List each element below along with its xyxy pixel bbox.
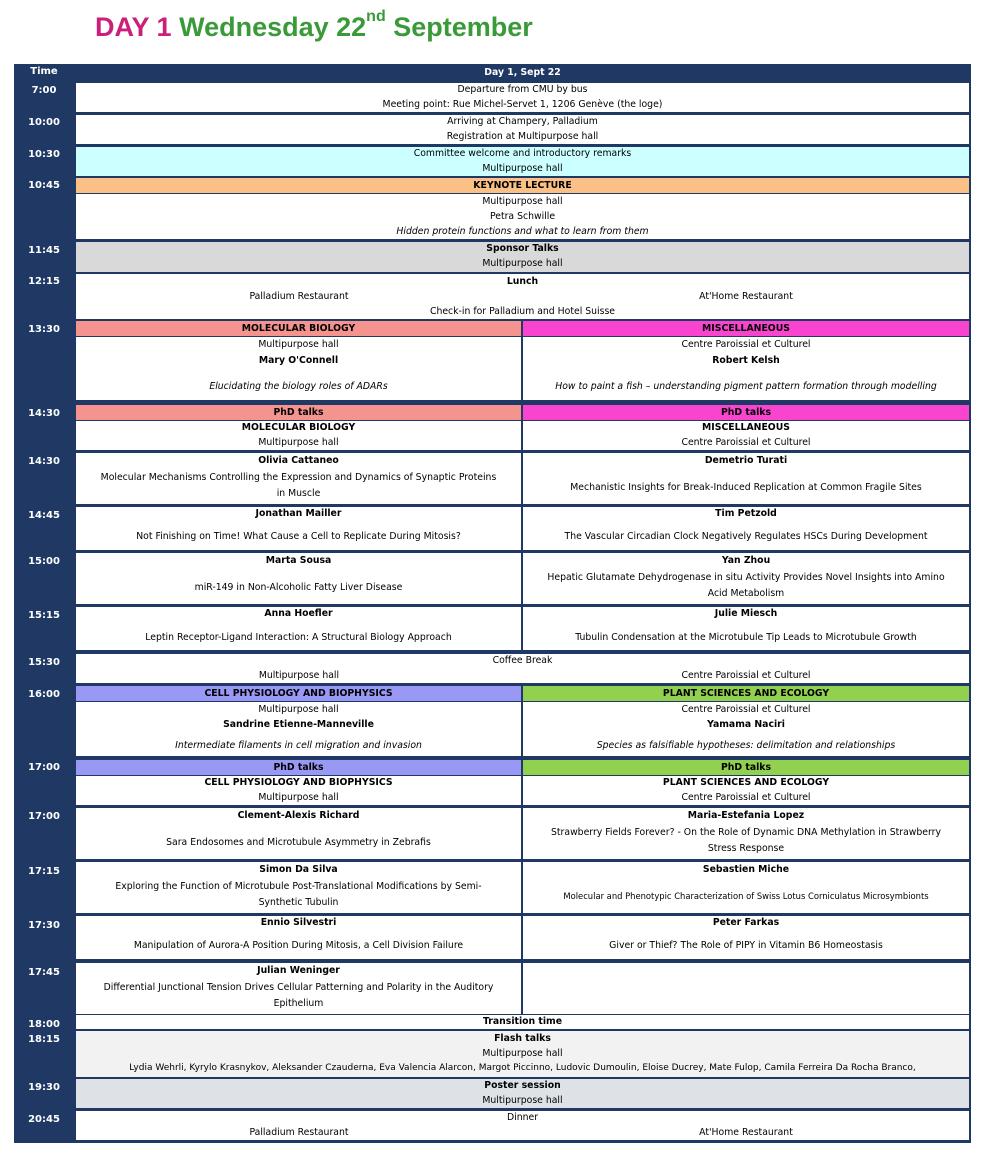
speaker-name: Olivia Cattaneo — [258, 455, 339, 466]
phd-track-plant — [523, 776, 969, 805]
session-venue: Multipurpose hall — [258, 436, 339, 448]
session-title: Transition time — [482, 1016, 562, 1027]
page-title — [95, 8, 533, 43]
talk-slot — [76, 453, 521, 504]
session-poster — [76, 1079, 969, 1108]
session-arrival — [76, 115, 969, 144]
talk-title: Sara Endosomes and Microtubule Asymmetry in Zebrafis — [166, 837, 431, 848]
talk-slot — [523, 453, 969, 504]
time-slot: 20:45 — [28, 1114, 60, 1125]
talk-slot-empty — [523, 963, 969, 1014]
talk-title: Leptin Receptor-Ligand Interaction: A Structural Biology Approach — [145, 632, 452, 643]
phd-header-plant: PhD talks — [523, 760, 969, 775]
talk-slot — [523, 808, 969, 859]
talk-slot — [76, 862, 521, 913]
talk-slot — [76, 808, 521, 859]
phd-header-misc: PhD talks — [523, 405, 969, 420]
session-title: Dinner — [506, 1112, 539, 1123]
talk-title: Molecular and Phenotypic Characterization of Swiss Lotus Corniculatus Microsymbionts — [563, 891, 929, 901]
session-detail: Meeting point: Rue Michel-Servet 1, 1206 Genève (the loge) — [382, 98, 663, 110]
session-title: Committee welcome and introductory remarks — [413, 148, 632, 159]
session-venue: Centre Paroissial et Culturel — [681, 791, 811, 803]
day-label: DAY 1 — [95, 12, 172, 42]
time-slot: 17:30 — [28, 920, 60, 931]
time-slot: 17:00 — [28, 811, 60, 822]
session-misc-keynote — [523, 337, 969, 400]
lunch-venues — [76, 289, 969, 304]
session-molbio-keynote — [76, 337, 521, 400]
speaker-name: Maria-Estefania Lopez — [687, 810, 805, 821]
talk-title: How to paint a fish – understanding pigment pattern formation through modelling — [555, 381, 937, 392]
talk-title: Hepatic Glutamate Dehydrogenase in situ Activity Provides Novel Insights into Amino — [547, 571, 945, 583]
session-venue: Multipurpose hall — [258, 339, 339, 350]
talk-title-cont: Acid Metabolism — [707, 588, 785, 599]
session-title: Departure from CMU by bus — [457, 84, 588, 95]
talk-title-cont: Synthetic Tubulin — [258, 897, 339, 908]
date-suffix: nd — [366, 8, 386, 25]
talk-slot — [76, 963, 521, 1014]
date-month: September — [393, 12, 533, 42]
session-flash — [76, 1031, 969, 1077]
talk-title-cont: in Muscle — [276, 488, 321, 499]
time-slot: 12:15 — [28, 276, 60, 287]
session-venue: Centre Paroissial et Culturel — [681, 339, 811, 350]
talk-slot — [76, 916, 521, 959]
track-name: CELL PHYSIOLOGY AND BIOPHYSICS — [204, 777, 393, 788]
speaker-name: Anna Hoefler — [264, 608, 333, 619]
time-slot: 7:00 — [31, 85, 57, 96]
talk-title: Species as falsifiable hypotheses: delimitation and relationships — [596, 740, 896, 751]
talk-title: Mechanistic Insights for Break-Induced Replication at Common Fragile Sites — [570, 481, 922, 493]
speaker-name: Sandrine Etienne-Manneville — [223, 719, 374, 730]
track-name: MISCELLANEOUS — [702, 422, 790, 433]
time-slot: 11:45 — [28, 245, 60, 256]
session-venue: Multipurpose hall — [482, 1048, 563, 1059]
speaker-name: Tim Petzold — [715, 508, 777, 519]
talk-slot — [523, 553, 969, 604]
talk-title: miR-149 in Non-Alcoholic Fatty Liver Disease — [194, 582, 403, 593]
time-slot: 16:00 — [28, 689, 60, 700]
phd-track-molbio — [76, 421, 521, 450]
track-header-plant: PLANT SCIENCES AND ECOLOGY — [523, 686, 969, 701]
day-header: Day 1, Sept 22 — [76, 66, 969, 80]
session-transition — [76, 1015, 969, 1029]
time-slot: 17:00 — [28, 762, 60, 773]
checkin-note: Check-in for Palladium and Hotel Suisse — [429, 306, 616, 317]
time-slot: 17:15 — [28, 866, 60, 877]
talk-title: The Vascular Circadian Clock Negatively Regulates HSCs During Development — [564, 531, 928, 542]
session-venue: Multipurpose hall — [258, 791, 339, 803]
time-slot: 15:00 — [28, 556, 60, 567]
track-name: MOLECULAR BIOLOGY — [241, 422, 356, 433]
phd-header-molbio: PhD talks — [76, 405, 521, 420]
speaker-name: Sebastien Miche — [702, 864, 790, 875]
session-venue: Multipurpose hall — [258, 704, 339, 715]
date-label — [179, 8, 533, 42]
coffee-venues — [76, 669, 969, 684]
time-column-header: Time — [30, 66, 58, 77]
talk-title: Intermediate filaments in cell migration and invasion — [175, 740, 422, 751]
speaker-name: Ennio Silvestri — [260, 917, 337, 928]
talk-title: Manipulation of Aurora-A Position During Mitosis, a Cell Division Failure — [133, 940, 464, 951]
session-venue: Centre Paroissial et Culturel — [681, 704, 811, 715]
time-slot: 10:00 — [28, 117, 60, 128]
session-title: Poster session — [484, 1080, 561, 1091]
time-slot: 18:00 — [28, 1019, 60, 1030]
date-day: Wednesday 22 — [179, 12, 367, 42]
session-title: Lunch — [506, 276, 539, 287]
speaker-name: Julian Weninger — [257, 965, 340, 976]
time-slot: 15:15 — [28, 610, 60, 621]
talk-slot — [523, 607, 969, 650]
time-slot: 14:30 — [28, 456, 60, 467]
speaker-name: Yan Zhou — [721, 555, 771, 566]
session-cellphys-keynote — [76, 702, 521, 756]
time-slot: 15:30 — [28, 657, 60, 668]
session-coffee — [76, 654, 969, 683]
session-venue: Multipurpose hall — [482, 1094, 563, 1106]
session-dinner — [76, 1111, 969, 1140]
session-venue: Multipurpose hall — [482, 257, 563, 269]
time-slot: 14:30 — [28, 408, 60, 419]
talk-title: Not Finishing on Time! What Cause a Cell to Replicate During Mitosis? — [136, 531, 461, 542]
talk-title-cont: Stress Response — [707, 843, 785, 854]
talk-title-cont: Epithelium — [273, 998, 324, 1009]
phd-track-misc — [523, 421, 969, 450]
speaker-name: Clement-Alexis Richard — [237, 810, 360, 821]
time-slot: 10:30 — [28, 149, 60, 160]
session-title: Sponsor Talks — [486, 243, 559, 254]
speaker-name: Mary O'Connell — [258, 355, 339, 366]
talk-title: Differential Junctional Tension Drives Cellular Patterning and Polarity in the Auditory — [103, 981, 494, 993]
talk-slot — [76, 553, 521, 604]
venue-right: At'Home Restaurant — [699, 1126, 793, 1138]
speaker-name: Peter Farkas — [712, 917, 780, 928]
session-venue: Multipurpose hall — [482, 162, 563, 174]
keynote-header: KEYNOTE LECTURE — [76, 178, 969, 193]
speaker-name: Marta Sousa — [265, 555, 332, 566]
talk-title: Giver or Thief? The Role of PIPY in Vitamin B6 Homeostasis — [609, 940, 883, 951]
time-slot: 10:45 — [28, 180, 60, 191]
session-title: Flash talks — [494, 1033, 551, 1044]
talk-title: Tubulin Condensation at the Microtubule Tip Leads to Microtubule Growth — [575, 632, 917, 643]
time-slot: 19:30 — [28, 1082, 60, 1093]
talk-slot — [523, 862, 969, 913]
session-title: Coffee Break — [492, 655, 553, 666]
speaker-name: Jonathan Mailler — [255, 508, 342, 519]
session-sponsor — [76, 242, 969, 272]
track-header-misc: MISCELLANEOUS — [523, 321, 969, 336]
talk-slot — [76, 607, 521, 650]
session-title: Arriving at Champery, Palladium — [447, 116, 598, 127]
venue-left: Multipurpose hall — [258, 669, 340, 681]
speaker-name: Petra Schwille — [489, 211, 556, 222]
talk-slot — [76, 507, 521, 550]
time-slot: 17:45 — [28, 967, 60, 978]
phd-header-cellphys: PhD talks — [76, 760, 521, 775]
venue-right: Centre Paroissial et Culturel — [681, 669, 811, 681]
session-welcome — [76, 147, 969, 176]
schedule-table — [14, 64, 971, 1143]
speaker-name: Demetrio Turati — [704, 455, 788, 466]
venue-left: Palladium Restaurant — [249, 291, 349, 302]
talk-slot — [523, 507, 969, 550]
dinner-venues — [76, 1126, 969, 1141]
speaker-name: Julie Miesch — [714, 608, 778, 619]
speaker-name: Simon Da Silva — [259, 864, 338, 875]
track-header-cellphys: CELL PHYSIOLOGY AND BIOPHYSICS — [76, 686, 521, 701]
talk-title: Hidden protein functions and what to learn from them — [396, 226, 649, 237]
talk-title: Exploring the Function of Microtubule Post-Translational Modifications by Semi- — [115, 880, 482, 892]
talk-title: Molecular Mechanisms Controlling the Expression and Dynamics of Synaptic Proteins — [100, 471, 497, 483]
track-header-molbio: MOLECULAR BIOLOGY — [76, 321, 521, 336]
time-slot: 14:45 — [28, 510, 60, 521]
venue-left: Palladium Restaurant — [249, 1126, 349, 1138]
session-detail: Registration at Multipurpose hall — [446, 130, 599, 142]
phd-track-cellphys — [76, 776, 521, 805]
session-departure — [76, 83, 969, 112]
track-name: PLANT SCIENCES AND ECOLOGY — [662, 777, 830, 788]
session-plant-keynote — [523, 702, 969, 756]
flash-speakers: Lydia Wehrli, Kyrylo Krasnykov, Aleksander Czauderna, Eva Valencia Alarcon, Margot Piccinno, Ludovic Dumoulin, Eloise Ducrey, Mate Fulop, Camila Ferreira Da Rocha Branco, — [129, 1063, 916, 1073]
session-keynote — [76, 194, 969, 239]
talk-title: Elucidating the biology roles of ADARs — [209, 381, 388, 392]
session-venue: Centre Paroissial et Culturel — [681, 436, 811, 448]
session-venue: Multipurpose hall — [482, 196, 563, 207]
time-slot: 13:30 — [28, 324, 60, 335]
speaker-name: Robert Kelsh — [712, 355, 780, 366]
talk-title: Strawberry Fields Forever? - On the Role of Dynamic DNA Methylation in Strawberry — [551, 826, 941, 838]
session-lunch — [76, 274, 969, 319]
speaker-name: Yamama Naciri — [707, 719, 785, 730]
time-slot: 18:15 — [28, 1034, 60, 1045]
talk-slot — [523, 916, 969, 959]
venue-right: At'Home Restaurant — [699, 291, 793, 302]
